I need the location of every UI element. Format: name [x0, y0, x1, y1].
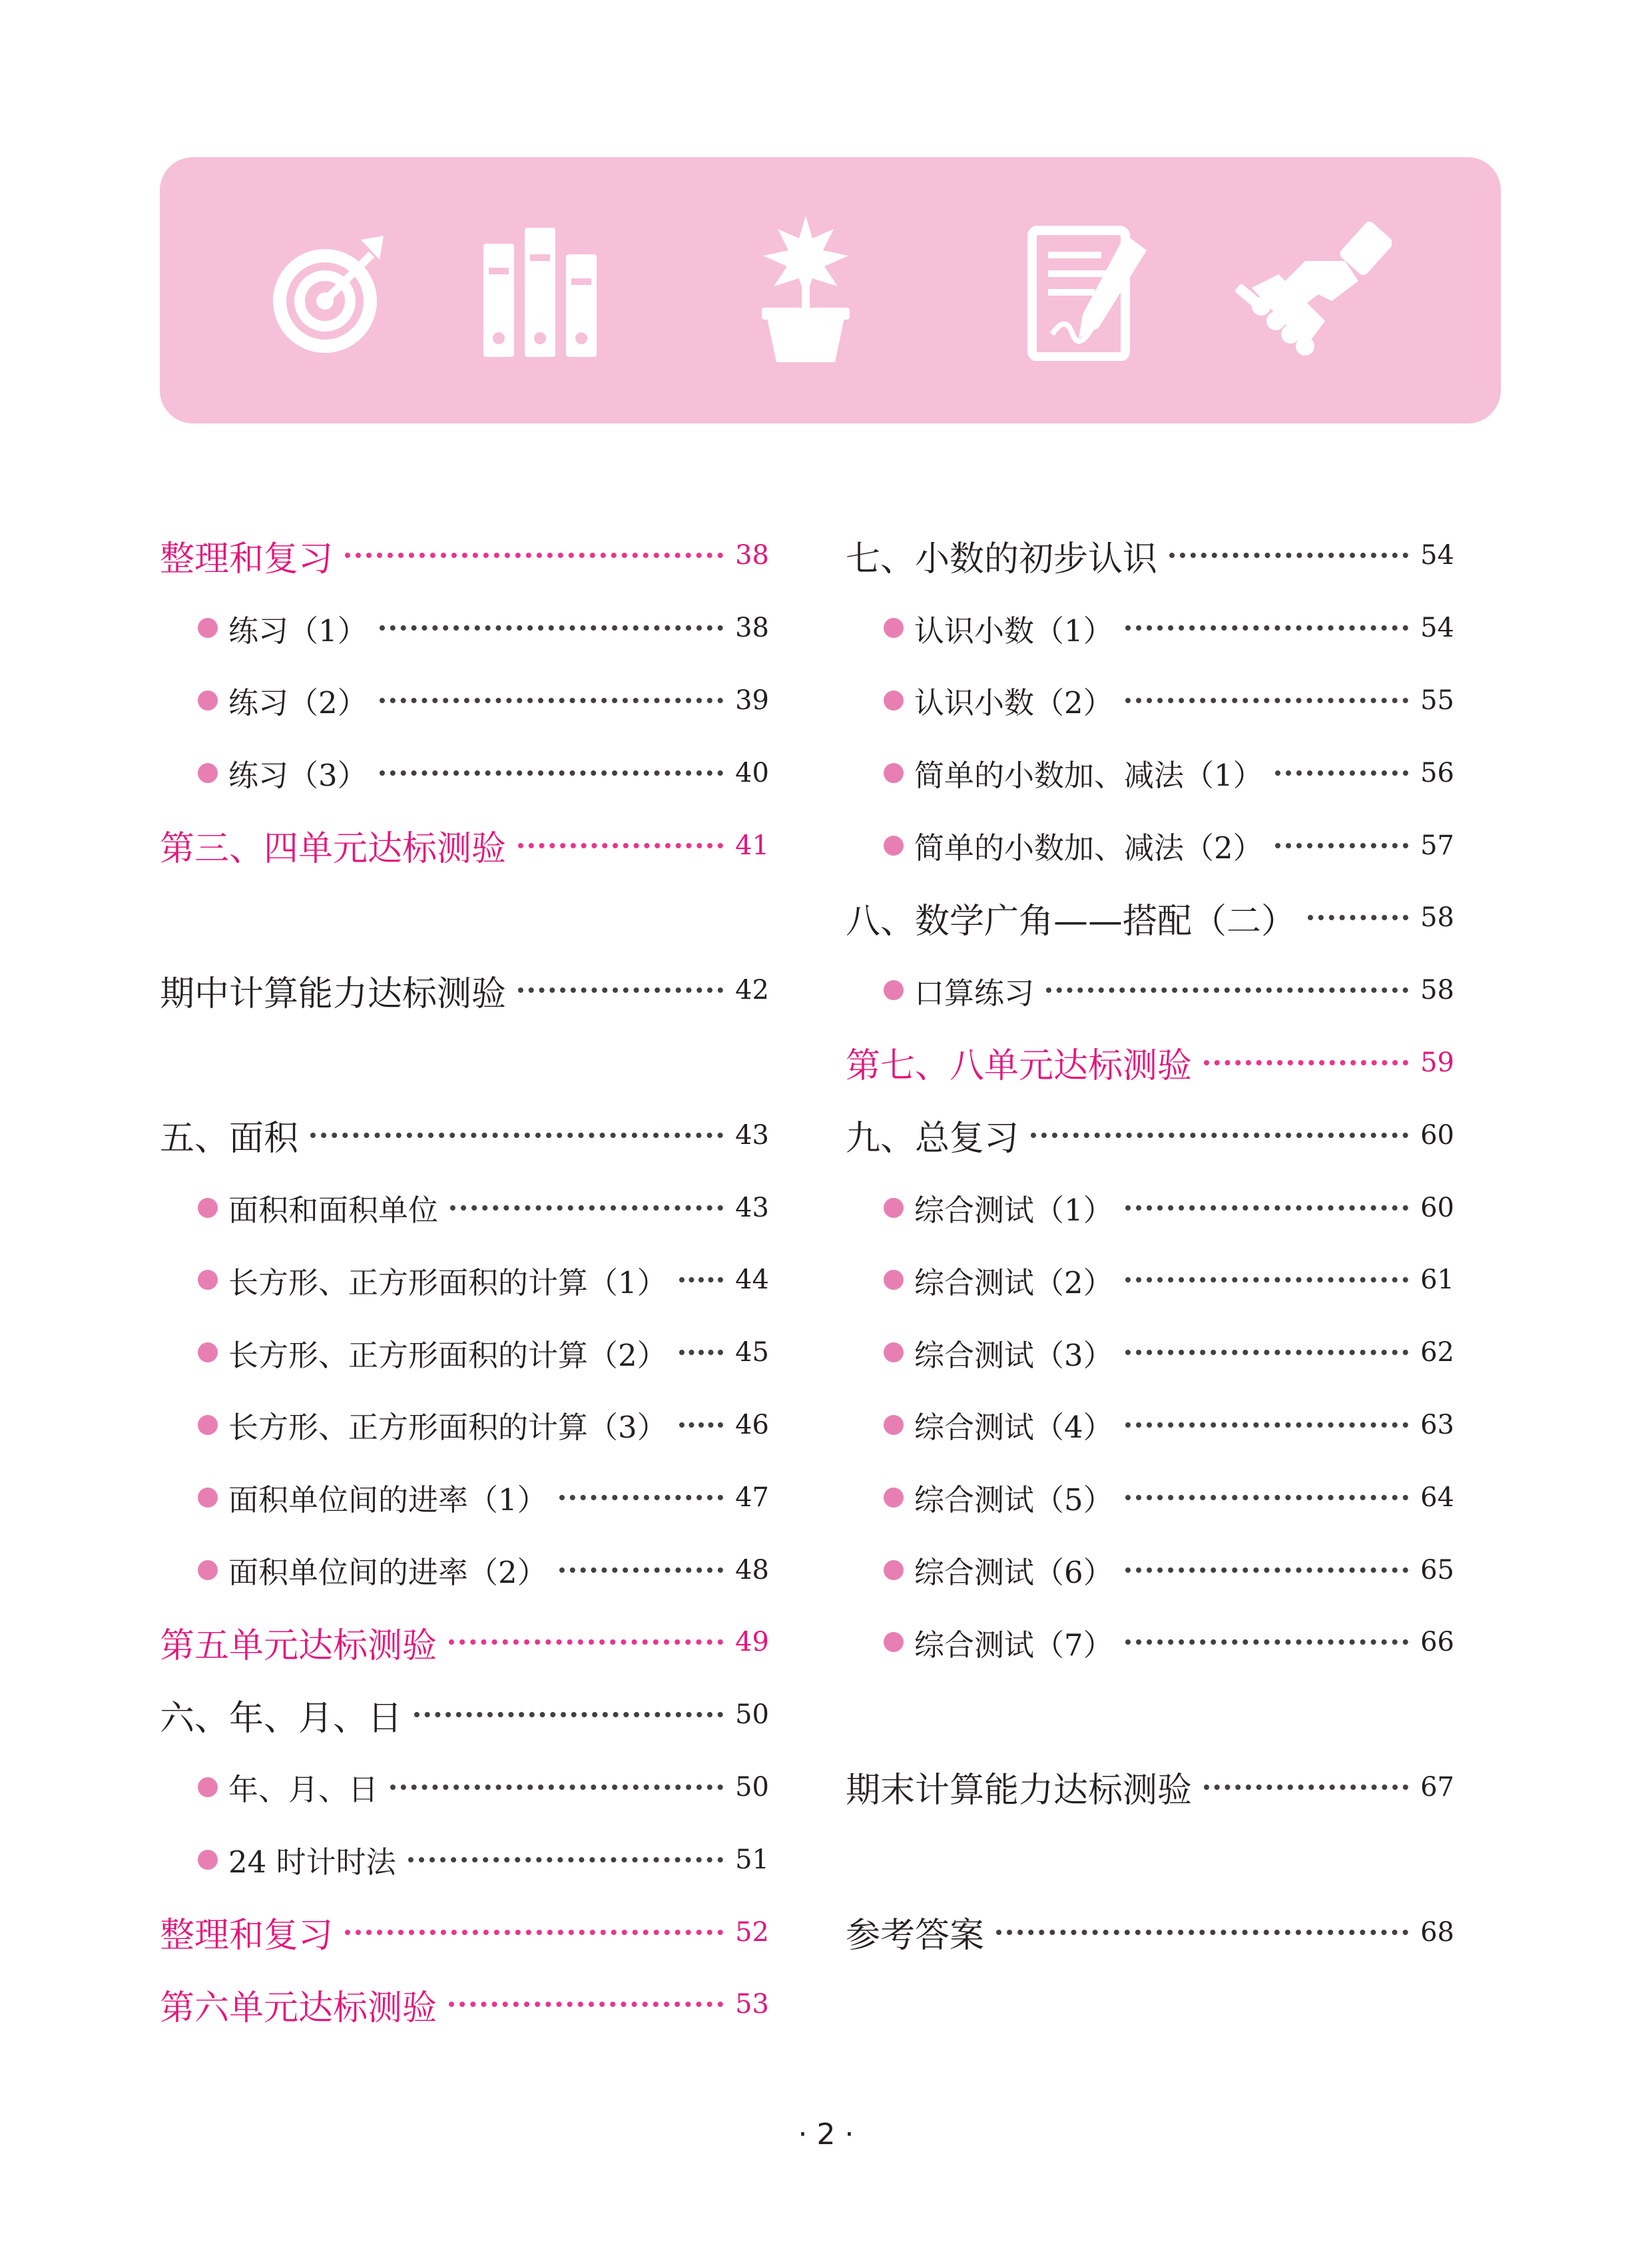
bullet-icon [198, 1198, 218, 1218]
toc-entry[interactable] [160, 1968, 769, 2041]
toc-title: 面积单位间的进率（1） [228, 1482, 547, 1518]
toc-entry[interactable] [160, 954, 769, 1027]
dot-leader [1308, 915, 1408, 920]
dot-leader [449, 1639, 723, 1645]
bullet-icon [884, 1632, 904, 1652]
toc-page: 54 [1420, 613, 1454, 644]
bullet-icon [198, 1488, 218, 1508]
bullet-icon [198, 1270, 218, 1290]
bullet-icon [198, 691, 218, 710]
toc-entry[interactable] [846, 1534, 1454, 1606]
toc-title: 长方形、正方形面积的计算（3） [228, 1410, 667, 1446]
toc-entry[interactable] [846, 1316, 1454, 1389]
toc-title: 练习（3） [228, 758, 368, 794]
toc-page: 53 [735, 1989, 769, 2020]
toc-page: 68 [1420, 1916, 1454, 1948]
toc-page: 38 [735, 613, 769, 644]
toc-page: 55 [1420, 685, 1454, 716]
bullet-icon [884, 980, 904, 1000]
bullet-icon [198, 763, 218, 783]
toc-title: 综合测试（4） [914, 1410, 1113, 1446]
dot-leader [450, 1205, 723, 1211]
toc-entry[interactable] [160, 736, 769, 809]
toc-page: 51 [735, 1844, 769, 1875]
toc-page: 41 [735, 830, 769, 861]
toc-page: 63 [1420, 1409, 1454, 1440]
toc-entry[interactable] [846, 1461, 1454, 1534]
dot-leader [679, 1277, 723, 1282]
dot-leader [1125, 1639, 1408, 1645]
toc-title: 面积单位间的进率（2） [228, 1555, 547, 1591]
toc-page: 62 [1420, 1337, 1454, 1368]
toc-entry[interactable] [846, 736, 1454, 809]
dot-leader [380, 625, 723, 631]
toc-page: 57 [1420, 830, 1454, 861]
dot-leader [449, 2002, 723, 2007]
toc-title: 综合测试（7） [914, 1627, 1113, 1663]
dot-leader [390, 1785, 723, 1790]
toc-entry[interactable] [160, 665, 769, 737]
toc-entry[interactable] [160, 1534, 769, 1606]
bullet-icon [198, 1850, 218, 1870]
dot-leader [1204, 1060, 1408, 1065]
dot-leader [518, 843, 723, 848]
bullet-icon [884, 763, 904, 783]
bullet-icon [884, 1560, 904, 1580]
toc-entry[interactable] [160, 1896, 769, 1968]
handshake-icon [1232, 221, 1392, 361]
toc-entry[interactable] [846, 1606, 1454, 1679]
bullet-icon [198, 1560, 218, 1580]
dot-leader [518, 987, 723, 993]
toc-entry[interactable] [846, 1389, 1454, 1462]
toc-entry[interactable] [846, 665, 1454, 737]
toc-entry[interactable] [846, 1244, 1454, 1316]
dot-leader [1169, 553, 1408, 558]
toc-page: 46 [735, 1409, 769, 1440]
dot-leader [1275, 843, 1408, 848]
bullet-icon [884, 1342, 904, 1362]
toc-entry[interactable] [846, 1099, 1454, 1171]
dot-leader [1125, 1350, 1408, 1355]
toc-title: 口算练习 [914, 975, 1035, 1011]
dot-leader [1125, 1205, 1408, 1211]
toc-entry[interactable] [846, 882, 1454, 954]
toc-page: 60 [1420, 1192, 1454, 1223]
toc-entry[interactable] [846, 954, 1454, 1027]
toc-title: 综合测试（6） [914, 1555, 1113, 1591]
dot-leader [1125, 1277, 1408, 1282]
toc-entry[interactable] [160, 1606, 769, 1679]
toc-entry[interactable] [160, 1751, 769, 1824]
toc-page: 48 [735, 1554, 769, 1585]
toc-page: 56 [1420, 757, 1454, 788]
dot-leader [380, 698, 723, 703]
toc-page: 58 [1420, 902, 1454, 934]
bullet-icon [884, 691, 904, 710]
toc-page: 49 [735, 1627, 769, 1658]
toc-title: 综合测试（5） [914, 1482, 1113, 1518]
toc-entry[interactable] [160, 1679, 769, 1751]
toc-entry[interactable] [160, 809, 769, 882]
toc-entry[interactable] [846, 519, 1454, 592]
dot-leader [559, 1567, 723, 1573]
toc-title: 期中计算能力达标测验 [160, 974, 507, 1014]
bullet-icon [884, 1488, 904, 1508]
toc-page: 45 [735, 1337, 769, 1368]
dot-leader [408, 1857, 724, 1862]
toc-title: 认识小数（2） [914, 685, 1113, 721]
dot-leader [1275, 770, 1408, 776]
toc-page: 52 [735, 1916, 769, 1948]
toc-title: 练习（2） [228, 685, 368, 721]
toc-page: 39 [735, 685, 769, 716]
toc-entry[interactable] [846, 1896, 1454, 1968]
dot-leader [1125, 1567, 1408, 1573]
toc-title: 简单的小数加、减法（1） [914, 758, 1263, 794]
toc-entry[interactable] [160, 1461, 769, 1534]
toc-page: 67 [1420, 1771, 1454, 1803]
bullet-icon [884, 618, 904, 638]
toc-title: 第五单元达标测验 [160, 1625, 437, 1666]
bullet-icon [884, 836, 904, 856]
toc-title: 长方形、正方形面积的计算（1） [228, 1264, 667, 1300]
toc-title: 综合测试（3） [914, 1337, 1113, 1373]
toc-title: 简单的小数加、减法（2） [914, 830, 1263, 866]
dot-leader [559, 1495, 723, 1500]
toc-title: 八、数学广角——搭配（二） [846, 901, 1296, 942]
toc-title: 综合测试（1） [914, 1193, 1113, 1229]
dot-leader [996, 1930, 1408, 1935]
toc-title: 五、面积 [160, 1119, 299, 1159]
dot-leader [345, 1930, 723, 1935]
toc-page: 42 [735, 975, 769, 1006]
icon-banner [160, 157, 1501, 423]
toc-page: 43 [735, 1192, 769, 1223]
toc-right-column [846, 519, 1454, 1968]
toc-title: 24 时计时法 [228, 1844, 396, 1880]
toc-page: 44 [735, 1264, 769, 1296]
dot-leader [1031, 1133, 1408, 1138]
dot-leader [679, 1422, 723, 1428]
toc-page: 60 [1420, 1119, 1454, 1151]
toc-page: 66 [1420, 1627, 1454, 1658]
toc-entry[interactable] [846, 1027, 1454, 1099]
toc-title: 第三、四单元达标测验 [160, 829, 507, 870]
toc-entry[interactable] [160, 1171, 769, 1244]
toc-page: 58 [1420, 975, 1454, 1006]
toc-entry[interactable] [846, 592, 1454, 665]
bullet-icon [198, 618, 218, 638]
toc-title: 年、月、日 [228, 1772, 379, 1808]
toc-entry[interactable] [160, 1244, 769, 1316]
bullet-icon [884, 1198, 904, 1218]
bullet-icon [198, 1415, 218, 1435]
toc-page: 47 [735, 1482, 769, 1513]
bullet-icon [884, 1415, 904, 1435]
toc-page: 40 [735, 757, 769, 788]
toc-title: 七、小数的初步认识 [846, 539, 1158, 579]
toc-left-column [160, 519, 769, 2041]
toc-page: 64 [1420, 1482, 1454, 1513]
toc-entry[interactable] [846, 1751, 1454, 1824]
dot-leader [310, 1133, 723, 1138]
toc-page: 50 [735, 1771, 769, 1803]
toc-title: 练习（1） [228, 613, 368, 649]
toc-title: 长方形、正方形面积的计算（2） [228, 1337, 667, 1373]
toc-title: 参考答案 [846, 1916, 985, 1956]
dot-leader [414, 1712, 723, 1717]
bullet-icon [884, 1270, 904, 1290]
toc-entry[interactable] [160, 1389, 769, 1462]
potted-plant-icon [759, 212, 852, 365]
toc-entry[interactable] [160, 519, 769, 592]
books-icon [479, 221, 599, 361]
dot-leader [1125, 1422, 1408, 1428]
toc-page: 50 [735, 1699, 769, 1731]
toc-title: 综合测试（2） [914, 1264, 1113, 1300]
toc-title: 六、年、月、日 [160, 1698, 403, 1739]
dot-leader [1125, 698, 1408, 703]
toc-page: 61 [1420, 1264, 1454, 1296]
toc-page: 54 [1420, 540, 1454, 571]
dot-leader [1125, 625, 1408, 631]
bullet-icon [198, 1342, 218, 1362]
dot-leader [380, 770, 723, 776]
dot-leader [1046, 987, 1408, 993]
toc-entry[interactable] [160, 1823, 769, 1896]
toc-title: 整理和复习 [160, 1916, 334, 1956]
toc-entry[interactable] [846, 1171, 1454, 1244]
toc-entry[interactable] [846, 809, 1454, 882]
dot-leader [345, 553, 723, 558]
bullet-icon [198, 1777, 218, 1797]
toc-title: 期末计算能力达标测验 [846, 1771, 1193, 1811]
toc-entry[interactable] [160, 592, 769, 665]
dot-leader [1125, 1495, 1408, 1500]
toc-page: 38 [735, 540, 769, 571]
document-pen-icon [1025, 221, 1152, 361]
dot-leader [1204, 1785, 1408, 1790]
toc-title: 整理和复习 [160, 539, 334, 579]
toc-entry[interactable] [160, 1316, 769, 1389]
dot-leader [679, 1350, 723, 1355]
toc-title: 第六单元达标测验 [160, 1988, 437, 2028]
toc-page: 59 [1420, 1047, 1454, 1078]
toc-title: 面积和面积单位 [228, 1193, 439, 1229]
toc-page: 65 [1420, 1554, 1454, 1585]
toc-title: 第七、八单元达标测验 [846, 1046, 1193, 1087]
toc-entry[interactable] [160, 1099, 769, 1171]
toc-page: 43 [735, 1119, 769, 1151]
toc-title: 九、总复习 [846, 1119, 1019, 1159]
page-number: · 2 · [798, 2117, 854, 2151]
target-icon [273, 221, 386, 361]
toc-title: 认识小数（1） [914, 613, 1113, 649]
